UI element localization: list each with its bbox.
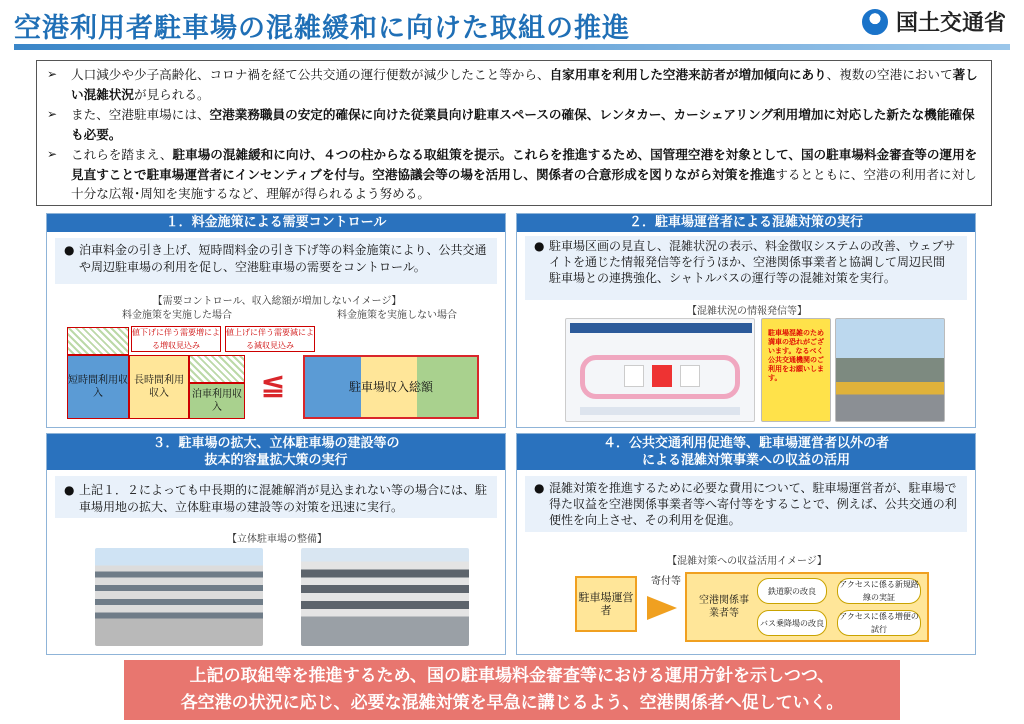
- intro-box: [36, 60, 992, 206]
- intro-emphasis: 空港業務職員の安定的確保に向けた従業員向け駐車スペースの確保、レンタカー、カーシェアリング利用増加に対応した新たな機能確保も必要。: [71, 107, 975, 142]
- intro-bullet-2: [45, 105, 983, 144]
- arrow-bullet-icon: ➢: [47, 147, 58, 161]
- panel-text: [55, 238, 497, 284]
- option-station: 鉄道駅の改良: [757, 578, 827, 604]
- parking-structure-photo-2: [301, 548, 469, 646]
- figure-caption: 【需要コントロール、収入総額が増加しないイメージ】: [152, 296, 402, 307]
- figure-caption: 【混雑状況の情報発信等】: [687, 306, 807, 317]
- leq-symbol: ≦: [260, 366, 286, 402]
- left-label: 料金施策を実施した場合: [122, 310, 232, 321]
- donation-arrow-icon: [647, 596, 677, 620]
- short-increase-hatch: [67, 327, 129, 355]
- panel-text-body: 泊車料金の引き上げ、短時間料金の引き下げ等の料金施策により、公共交通や周辺駐車場の利用を促し、空港駐車場の需要をコントロール。: [79, 243, 487, 274]
- intro-emphasis: 自家用車を利用した空港来訪者が増加傾向にあり: [549, 67, 827, 82]
- right-label: 料金施策を実施しない場合: [337, 310, 457, 321]
- sign-text: 駐車場混雑のため満車の恐れがございます。なるべく公共交通機関のご利用をお願いします。: [768, 329, 824, 382]
- footer-banner: [124, 660, 900, 720]
- intro-text: するとともに、空港の利用者に対し十分な広報･周知を実施するなど、理解が得られるよう努める。: [71, 166, 977, 201]
- congestion-map-screenshot: [565, 318, 755, 422]
- shuttle-bus-photo: [835, 318, 945, 422]
- map-lot-2: [652, 365, 672, 387]
- intro-bullet-3: [45, 145, 983, 204]
- mlit-logo-icon: [862, 9, 888, 35]
- overnight-box: 泊車利用収入: [189, 383, 245, 419]
- panel-title-line-1: ４．公共交通利用促進等、駐車場運営者以外の者: [602, 436, 889, 451]
- panel-title: [517, 434, 975, 470]
- footer-line-1: 上記の取組等を推進するため、国の駐車場料金審査等における運用方針を示しつつ、: [189, 666, 835, 686]
- short-time-box: 短時間利用収入: [67, 355, 129, 419]
- airport-biz-box: 空港関係事業者等: [699, 595, 749, 619]
- intro-emphasis: 著しい混雑状況: [71, 67, 978, 102]
- panel-title: [47, 434, 505, 470]
- long-time-box: 長時間利用収入: [129, 355, 189, 419]
- intro-text: また、空港駐車場には、: [71, 107, 210, 122]
- congestion-sign-photo: [761, 318, 831, 422]
- figure-caption: 【立体駐車場の整備】: [227, 534, 327, 545]
- panel-text: [525, 476, 967, 532]
- intro-text: 、複数の空港において: [826, 67, 953, 82]
- intro-text: 人口減少や少子高齢化、コロナ禍を経て公共交通の運行便数が減少したこと等から、: [71, 67, 550, 82]
- map-lot-3: [680, 365, 700, 387]
- figure-caption: 【混雑対策への収益活用イメージ】: [667, 556, 827, 567]
- arrow-bullet-icon: ➢: [47, 107, 58, 121]
- map-lot-1: [624, 365, 644, 387]
- ministry-logo: [862, 6, 1006, 37]
- panel-pricing: [46, 213, 506, 428]
- panel-title-line-2: 抜本的容量拡大策の実行: [204, 453, 348, 468]
- page-title: 空港利用者駐車場の混雑緩和に向けた取組の推進: [14, 13, 630, 44]
- intro-emphasis: 駐車場の混雑緩和に向け、４つの柱からなる取組策を提示。これらを推進するため、国管理空港を対象として、国の駐車場料金審査等の運用を見直すことで駐車場運営者にインセンティブを付与。空港協議会等の場を活用し、関係者の合意形成を図りながら対策を推進: [71, 147, 978, 182]
- overnight-decrease-hatch: [189, 355, 245, 383]
- footer-line-2: 各空港の状況に応じ、必要な混雑対策を早急に講じるよう、空港関係者へ促していく。: [180, 693, 844, 713]
- intro-text: これらを踏まえ、: [71, 147, 173, 162]
- panel-title-line-1: ３．駐車場の拡大、立体駐車場の建設等の: [152, 436, 400, 451]
- logo-text: 国土交通省: [895, 11, 1006, 36]
- panel-text: [525, 236, 967, 300]
- panel-text-body: 上記１．２によっても中長期的に混雑解消が見込まれない等の場合には、駐車場用地の拡大、立体駐車場の建設等の対策を迅速に実行。: [79, 483, 488, 514]
- panel-capacity-expansion: [46, 433, 506, 655]
- note-decrease: 値上げに伴う需要減による減収見込み: [226, 328, 314, 350]
- note-increase: 値下げに伴う需要増による増収見込み: [132, 328, 220, 350]
- option-more-services: アクセスに係る増便の試行: [837, 610, 921, 636]
- bullet-icon: ●: [534, 239, 545, 253]
- bullet-icon: ●: [64, 483, 75, 497]
- panel-text: [55, 476, 497, 518]
- operator-box: 駐車場運営者: [575, 576, 637, 632]
- panel-title: ２．駐車場運営者による混雑対策の実行: [517, 214, 975, 232]
- arrow-bullet-icon: ➢: [47, 67, 58, 81]
- panel-title-line-2: による混雑対策事業への収益の活用: [641, 453, 850, 468]
- panel-text-body: 駐車場区画の見直し、混雑状況の表示、料金徴収システムの改善、ウェブサイトを通じた情報発信等を行うほか、空港関係事業者と協調して周辺民間駐車場との連携強化、シャトルバスの運行等の混雑対策を実行。: [549, 239, 956, 285]
- panel-text-body: 混雑対策を推進するために必要な費用について、駐車場運営者が、駐車場で得た収益を空港関係事業者等へ寄付等をすることで、例えば、公共交通の利便性を向上させ、その利用を促進。: [549, 481, 957, 527]
- option-bus-stop: バス乗降場の改良: [757, 610, 827, 636]
- panel-title: １．料金施策による需要コントロール: [47, 214, 505, 232]
- total-label: 駐車場収入総額: [348, 379, 433, 394]
- bullet-icon: ●: [534, 481, 545, 495]
- donation-label: 寄付等: [651, 575, 681, 587]
- panel-revenue-utilization: [516, 433, 976, 655]
- intro-text: が見られる。: [133, 86, 210, 102]
- option-new-route: アクセスに係る新規路線の実証: [837, 578, 921, 604]
- parking-structure-photo-1: [95, 548, 263, 646]
- map-header: [570, 323, 752, 333]
- map-legend: [580, 407, 740, 415]
- intro-bullet-1: [45, 65, 983, 104]
- panel-operator-measures: [516, 213, 976, 428]
- bullet-icon: ●: [64, 243, 75, 257]
- title-underline: [14, 44, 1010, 50]
